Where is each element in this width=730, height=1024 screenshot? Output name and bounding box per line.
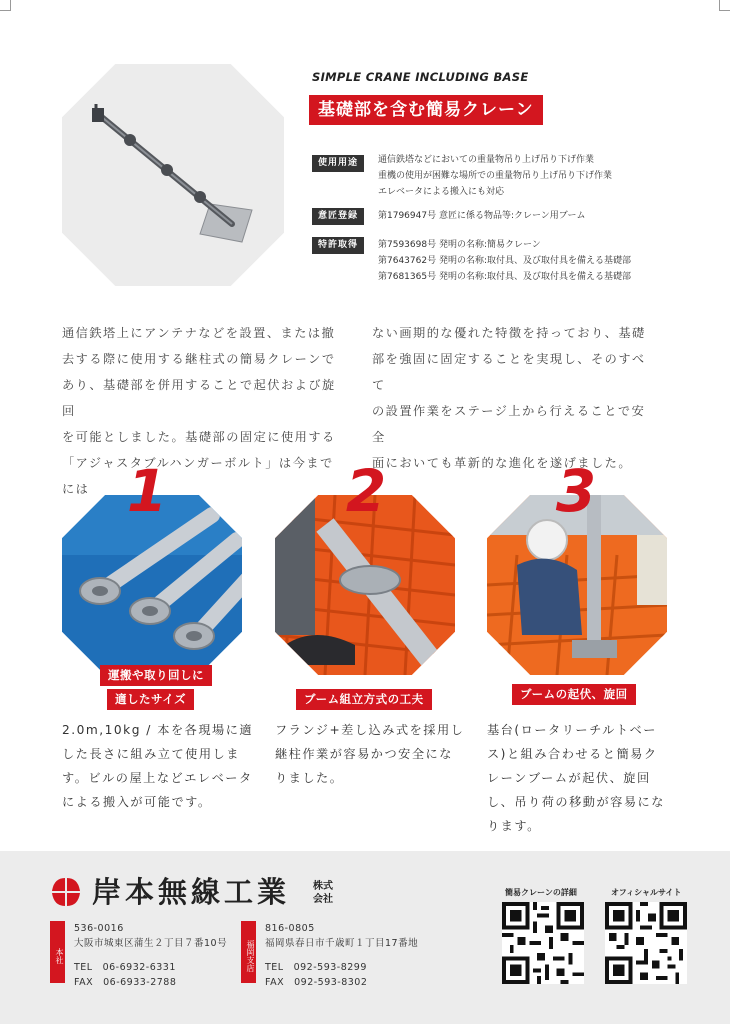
feature-text-line: による搬入が可能です。 [62,795,212,809]
feature-text-line: 基台(ロータリーチルトベー [487,723,657,737]
intro-right [372,320,654,476]
feature-text-line: 2.0m,10kg / 本を各現場に適 [62,723,254,737]
feature-text-line: レーンブームが起伏、旋回 [487,771,651,785]
feature-text-line: した長さに組み立て使用しま [62,747,240,761]
office-address: 大阪市城東区蒲生２丁目７番10号 [74,938,228,949]
feature-text-line: し、吊り荷の移動が容易にな [487,795,665,809]
office-fax: FAX 06-6933-2788 [74,977,177,988]
feature-2-label: ブーム組立方式の工夫 [296,689,432,710]
office-address: 福岡県春日市千歳町１丁目17番地 [265,938,419,949]
feature-number: 1 [126,457,168,525]
spec-line: 第7643762号 発明の名称:取付具、及び取付具を備える基礎部 [378,256,631,266]
qr-code-official-site-icon[interactable] [605,902,687,984]
feature-1-text [62,718,253,814]
feature-2-text [275,718,464,790]
office-fax: FAX 092-593-8302 [265,977,368,988]
spec-line: 通信鉄塔などにおいての重量物吊り上げ吊り下げ作業 [378,155,595,165]
subtitle-en: SIMPLE CRANE INCLUDING BASE [312,70,529,84]
intro-line: を可能としました。基礎部の固定に使用する [62,430,336,444]
qr-caption: オフィシャルサイト [611,888,682,897]
footer [0,851,730,1024]
feature-text-line: ス)と組み合わせると簡易ク [487,747,658,761]
company-suffix-line: 株式 [313,881,333,892]
feature-text-line: す。ビルの屋上などエレベータ [62,771,253,785]
spec-line: 重機の使用が困難な場所での重量物吊り上げ吊り下げ作業 [378,171,613,181]
office-tel: TEL 06-6932-6331 [74,962,176,973]
company-suffix [313,880,333,906]
qr-code-product-icon[interactable] [502,902,584,984]
spec-line: 第1796947号 意匠に係る物品等:クレーン用ブーム [378,211,586,221]
office-tag: 本社 [50,921,65,983]
feature-text-line: 継柱作業が容易かつ安全にな [275,747,453,761]
spec-line: 第7593698号 発明の名称:簡易クレーン [378,240,541,250]
office-postal: 536-0016 [74,923,124,934]
intro-line: 去する際に使用する継柱式の簡易クレーンで [62,352,336,366]
product-photo [62,64,284,286]
spec-tag: 意匠登録 [312,208,364,225]
intro-line: の設置作業をステージ上から行えることで安全 [372,404,646,444]
page-title: 基礎部を含む簡易クレーン [309,95,543,125]
spec-tag: 使用用途 [312,155,364,172]
spec-line: エレベータによる搬入にも対応 [378,187,505,197]
company-logo-icon [50,876,82,908]
feature-1-label-line1: 運搬や取り回しに [100,665,212,686]
feature-number: 2 [345,457,387,525]
crop-mark-left [0,0,11,11]
office-tag: 福岡支店 [241,921,256,983]
office-postal: 816-0805 [265,923,315,934]
crop-mark-right [719,0,730,11]
company-name: 岸本無線工業 [92,875,291,909]
feature-3-label: ブームの起伏、旋回 [512,684,636,705]
intro-left [62,320,344,502]
qr-caption: 簡易クレーンの詳細 [505,888,577,897]
feature-number: 3 [555,457,597,525]
intro-line: ない画期的な優れた特徴を持っており、基礎 [372,326,646,340]
spec-tag: 特許取得 [312,237,364,254]
intro-line: 通信鉄塔上にアンテナなどを設置、または撤 [62,326,336,340]
office-tel: TEL 092-593-8299 [265,962,367,973]
intro-line: 部を強固に固定することを実現し、そのすべて [372,352,646,392]
intro-line: 「アジャスタブルハンガーボルト」は今までには [62,456,334,496]
feature-text-line: ります。 [487,819,541,833]
feature-text-line: フランジ+差し込み式を採用し [275,723,465,737]
spec-line: 第7681365号 発明の名称:取付具、及び取付具を備える基礎部 [378,272,631,282]
feature-1-label-line2: 適したサイズ [107,689,194,710]
feature-text-line: りました。 [275,771,344,785]
company-suffix-line: 会社 [313,894,333,905]
intro-line: 面においても革新的な進化を遂げました。 [372,456,633,470]
feature-3-text [487,718,665,838]
intro-line: あり、基礎部を併用することで起伏および旋回 [62,378,336,418]
